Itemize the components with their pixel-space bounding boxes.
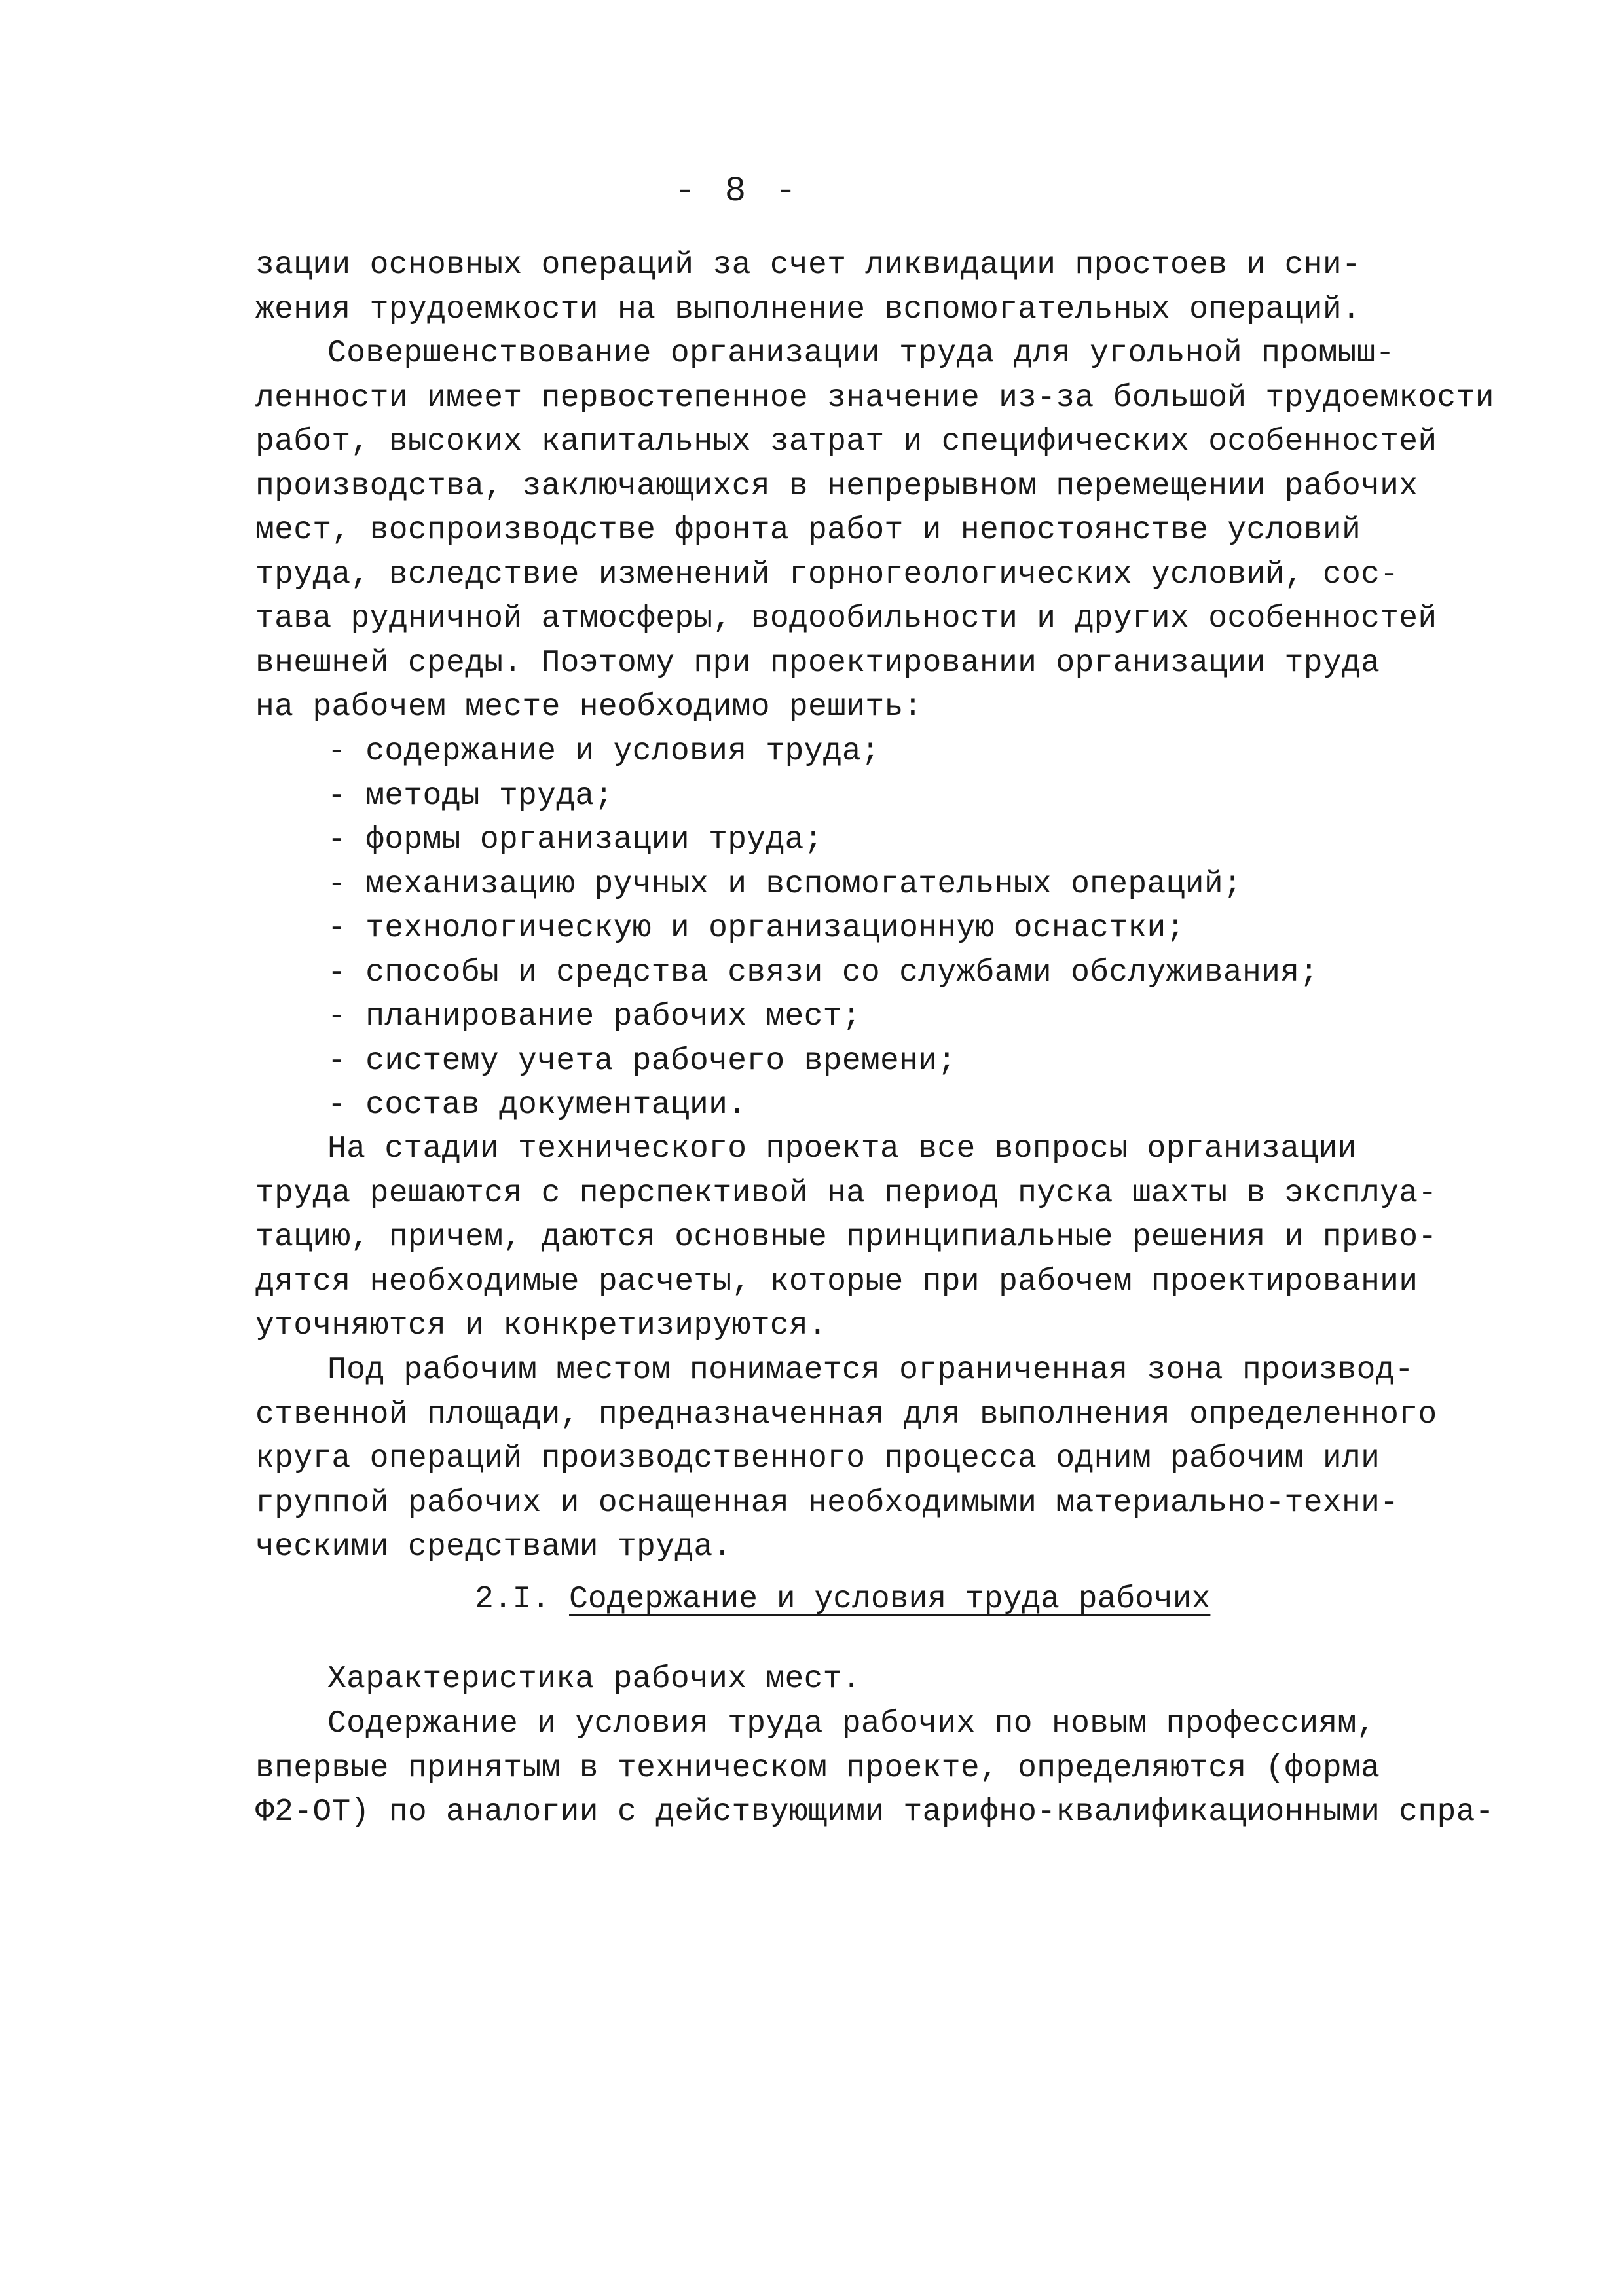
text-line: зации основных операций за счет ликвидации простоев и сни-	[255, 247, 1361, 283]
text-line: Ф2-ОТ) по аналогии с действующими тарифно-квалификационными спра-	[255, 1795, 1494, 1830]
list-item: - технологическую и организационную оснастки;	[327, 911, 1185, 946]
text-line: труда, вследствие изменений горногеологических условий, сос-	[255, 556, 1399, 592]
text-line: Содержание и условия труда рабочих по новым профессиям,	[327, 1706, 1376, 1741]
text-line: труда решаются с перспективой на период пуска шахты в эксплуа-	[255, 1175, 1437, 1211]
text-line: тацию, причем, даются основные принципиальные решения и приво-	[255, 1220, 1437, 1255]
text-line: ческими средствами труда.	[255, 1529, 732, 1565]
section-heading	[475, 1578, 1210, 1622]
text-line: Под рабочим местом понимается ограниченная зона производ-	[327, 1353, 1414, 1388]
page-number: - 8 -	[674, 172, 801, 211]
text-line: внешней среды. Поэтому при проектировании организации труда	[255, 645, 1380, 681]
paragraph-workplace-characteristics	[255, 1658, 1500, 1702]
list-item: - формы организации труда;	[327, 822, 823, 858]
paragraph-continuation	[255, 244, 1500, 332]
text-line: мест, воспроизводстве фронта работ и непостоянстве условий	[255, 513, 1361, 548]
text-line: работ, высоких капитальных затрат и специфических особенностей	[255, 424, 1437, 460]
text-line: впервые принятым в техническом проекте, определяются (форма	[255, 1750, 1380, 1786]
paragraph-technical-project	[255, 1127, 1500, 1349]
text-line: уточняются и конкретизируются.	[255, 1308, 828, 1343]
text-line: группой рабочих и оснащенная необходимыми материально-техни-	[255, 1485, 1399, 1521]
list-item: - планирование рабочих мест;	[327, 999, 861, 1034]
text-line: ственной площади, предназначенная для выполнения определенного	[255, 1396, 1437, 1432]
list-item: - механизацию ручных и вспомогательных операций;	[327, 866, 1243, 902]
text-line: Совершенствование организации труда для угольной промыш-	[327, 336, 1395, 371]
list-item: - состав документации.	[327, 1087, 747, 1123]
text-line: ленности имеет первостепенное значение из-за большой трудоемкости	[255, 380, 1494, 416]
section-number: 2.I.	[475, 1582, 551, 1617]
text-line: круга операций производственного процесса одним рабочим или	[255, 1441, 1380, 1476]
requirements-list	[255, 730, 1500, 1128]
list-item: - методы труда;	[327, 778, 614, 814]
text-line: на рабочем месте необходимо решить:	[255, 689, 923, 725]
text-line: На стадии технического проекта все вопросы организации	[327, 1131, 1357, 1167]
list-item: - способы и средства связи со службами обслуживания;	[327, 955, 1319, 991]
text-line: жения трудоемкости на выполнение вспомогательных операций.	[255, 291, 1361, 327]
list-item: - систему учета рабочего времени;	[327, 1043, 957, 1079]
text-line: тава рудничной атмосферы, водообильности и других особенностей	[255, 601, 1437, 636]
text-line: дятся необходимые расчеты, которые при рабочем проектировании	[255, 1264, 1418, 1300]
section-title: Содержание и условия труда рабочих	[569, 1582, 1211, 1617]
paragraph-new-professions	[255, 1702, 1500, 1835]
paragraph-workplace-definition	[255, 1349, 1500, 1570]
list-item: - содержание и условия труда;	[327, 734, 881, 769]
paragraph-organization	[255, 332, 1500, 730]
text-line: производства, заключающихся в непрерывном перемещении рабочих	[255, 468, 1418, 504]
text-line: Характеристика рабочих мест.	[327, 1662, 861, 1697]
